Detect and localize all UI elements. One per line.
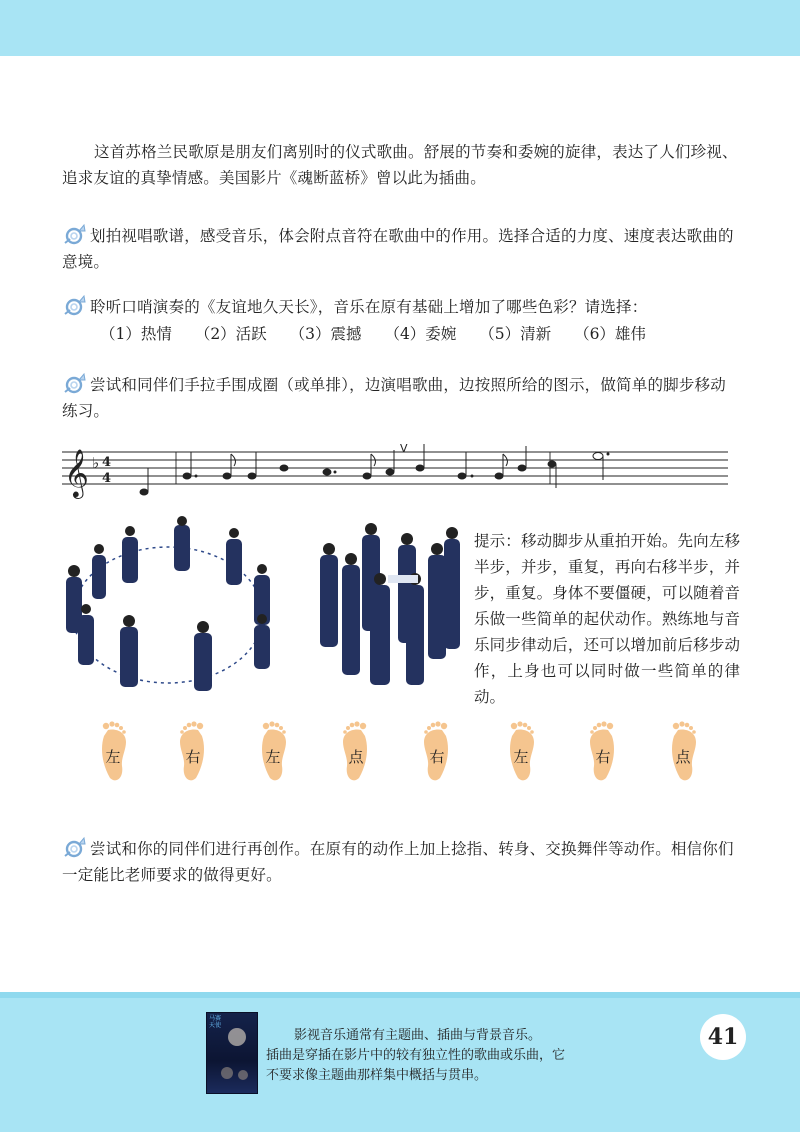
movie-poster-image bbox=[206, 1012, 258, 1094]
options-list bbox=[100, 323, 664, 345]
step-label: 点 bbox=[675, 748, 691, 766]
french-horn-icon bbox=[62, 294, 86, 316]
activity-3 bbox=[62, 372, 738, 424]
bottom-band-edge bbox=[0, 992, 800, 998]
footstep-7 bbox=[578, 720, 628, 784]
students-circle-dance-photo bbox=[66, 516, 270, 691]
step-label: 右 bbox=[595, 748, 611, 766]
footstep-4 bbox=[331, 720, 381, 784]
french-horn-icon bbox=[62, 223, 86, 245]
treble-clef-icon: 𝄞 bbox=[64, 448, 89, 497]
step-label: 右 bbox=[429, 748, 445, 766]
french-horn-icon bbox=[62, 836, 86, 858]
activity-1-text: 划拍视唱歌谱，感受音乐，体会附点音符在歌曲中的作用。选择合适的力度、速度表达歌曲的意境。 bbox=[62, 227, 734, 271]
activity-3-text: 尝试和同伴们手拉手围成圈（或单排），边演唱歌曲，边按照所给的图示，做简单的脚步移动练习。 bbox=[62, 376, 726, 420]
activity-1 bbox=[62, 223, 738, 275]
students-cluster-dance-photo bbox=[320, 523, 460, 685]
step-label: 左 bbox=[105, 748, 121, 766]
step-label: 右 bbox=[185, 748, 201, 766]
dance-photos bbox=[58, 515, 468, 695]
footstep-6 bbox=[496, 720, 546, 784]
tip-text: 提示：移动脚步从重拍开始。先向左移半步，并步，重复，再向右移半步，并步，重复。身体不要僵硬，可以随着音乐做一些简单的起伏动作。熟练地与音乐同步律动后，还可以增加前后移步动作，上身也可以同时做一些简单的律动。 bbox=[474, 532, 740, 706]
key-signature: ♭ bbox=[92, 454, 100, 472]
activity-4 bbox=[62, 836, 738, 888]
step-label: 点 bbox=[348, 748, 364, 766]
option-6: （6）雄伟 bbox=[574, 325, 646, 343]
french-horn-icon bbox=[62, 372, 86, 394]
footstep-1 bbox=[88, 720, 138, 784]
footstep-8 bbox=[658, 720, 708, 784]
activity-2-text: 聆听口哨演奏的《友谊地久天长》，音乐在原有基础上增加了哪些色彩？请选择： bbox=[90, 298, 648, 316]
footstep-diagram bbox=[88, 720, 728, 790]
page-number: 41 bbox=[700, 1014, 746, 1060]
footnote-line-1: 影视音乐通常有主题曲、插曲与背景音乐。 bbox=[294, 1028, 542, 1043]
intro-paragraph: 这首苏格兰民歌原是朋友们离别时的仪式歌曲。舒展的节奏和委婉的旋律，表达了人们珍视、追求友谊的真挚情感。美国影片《魂断蓝桥》曾以此为插曲。 bbox=[62, 143, 738, 187]
option-4: （4）委婉 bbox=[384, 325, 457, 343]
option-5: （5）清新 bbox=[479, 325, 552, 343]
music-staff bbox=[62, 440, 732, 500]
time-signature-top: 4 bbox=[102, 455, 112, 470]
footnote-line-2: 插曲是穿插在影片中的较有独立性的歌曲或乐曲，它不要求像主题曲那样集中概括与贯串。 bbox=[266, 1048, 566, 1083]
footnote bbox=[266, 1026, 576, 1086]
activity-4-text: 尝试和你的同伴们进行再创作。在原有的动作上加上捻指、转身、交换舞伴等动作。相信你们一定能比老师要求的做得更好。 bbox=[62, 840, 734, 884]
breath-mark: V bbox=[400, 442, 408, 455]
footstep-2 bbox=[168, 720, 218, 784]
step-label: 左 bbox=[513, 748, 529, 766]
top-color-band bbox=[0, 0, 800, 56]
option-2: （2）活跃 bbox=[194, 325, 267, 343]
activity-2 bbox=[62, 294, 738, 320]
option-1: （1）热情 bbox=[100, 325, 172, 343]
option-3: （3）震撼 bbox=[289, 325, 362, 343]
time-signature-bottom: 4 bbox=[102, 471, 112, 486]
footstep-3 bbox=[248, 720, 298, 784]
step-label: 左 bbox=[265, 748, 281, 766]
poster-title: 马赛天使 bbox=[209, 1015, 222, 1029]
footstep-5 bbox=[412, 720, 462, 784]
